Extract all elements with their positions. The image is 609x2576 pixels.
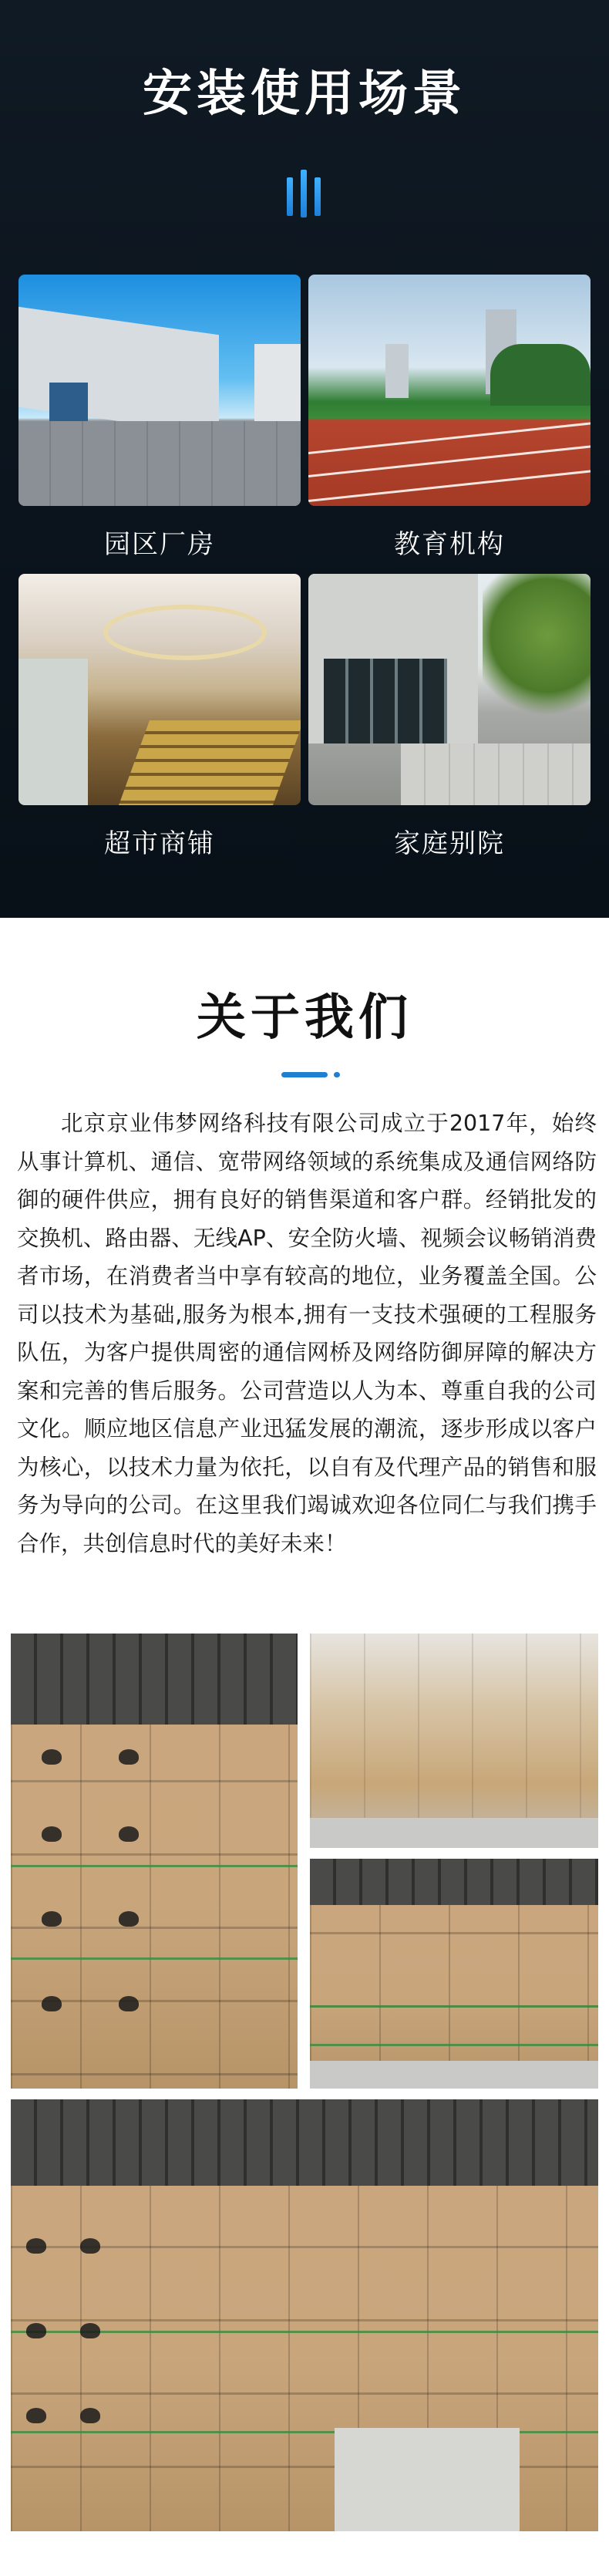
scene-card-education bbox=[308, 275, 590, 561]
about-title: 关于我们 bbox=[197, 990, 412, 1047]
scene-card-villa bbox=[308, 574, 590, 860]
running-track-photo bbox=[308, 275, 590, 506]
title-decoration-icon bbox=[287, 170, 322, 217]
scene-card-factory bbox=[19, 275, 301, 561]
scene-label: 教育机构 bbox=[394, 529, 505, 560]
warehouse-photo-1 bbox=[11, 1634, 298, 2089]
about-paragraph: 北京京业伟梦网络科技有限公司成立于2017年，始终从事计算机、通信、宽带网络领域的系统集成及通信网络防御的硬件供应，拥有良好的销售渠道和客户群。经销批发的交换机、路由器、无线AP、安全防火墙、视频会议畅销消费者市场，在消费者当中享有较高的地位，业务覆盖全国。公司以技术为基础,服务为根本,拥有一支技术强硬的工程服务队伍，为客户提供周密的通信网桥及网络防御屏障的解决方案和完善的售后服务。公司营造以人为本、尊重自我的公司文化。顺应地区信息产业迅猛发展的潮流，逐步形成以客户为核心，以技术力量为依托，以自有及代理产品的销售和服务为导向的公司。在这里我们竭诚欢迎各位同仁与我们携手合作，共创信息时代的美好未来！ bbox=[17, 1111, 597, 1556]
scene-card-supermarket bbox=[19, 574, 301, 860]
scenarios-title: 安装使用场景 bbox=[143, 66, 466, 123]
supermarket-photo bbox=[19, 574, 301, 805]
scene-label: 园区厂房 bbox=[104, 529, 215, 560]
warehouse-photo-4 bbox=[11, 2099, 598, 2531]
factory-photo bbox=[19, 275, 301, 506]
about-title-underline bbox=[281, 1072, 328, 1077]
scene-label: 家庭别院 bbox=[394, 828, 505, 859]
warehouse-photo-2 bbox=[310, 1634, 598, 1848]
scene-label: 超市商铺 bbox=[104, 828, 215, 859]
villa-courtyard-photo bbox=[308, 574, 590, 805]
warehouse-photo-3 bbox=[310, 1859, 598, 2089]
install-scenarios-section bbox=[0, 0, 609, 918]
